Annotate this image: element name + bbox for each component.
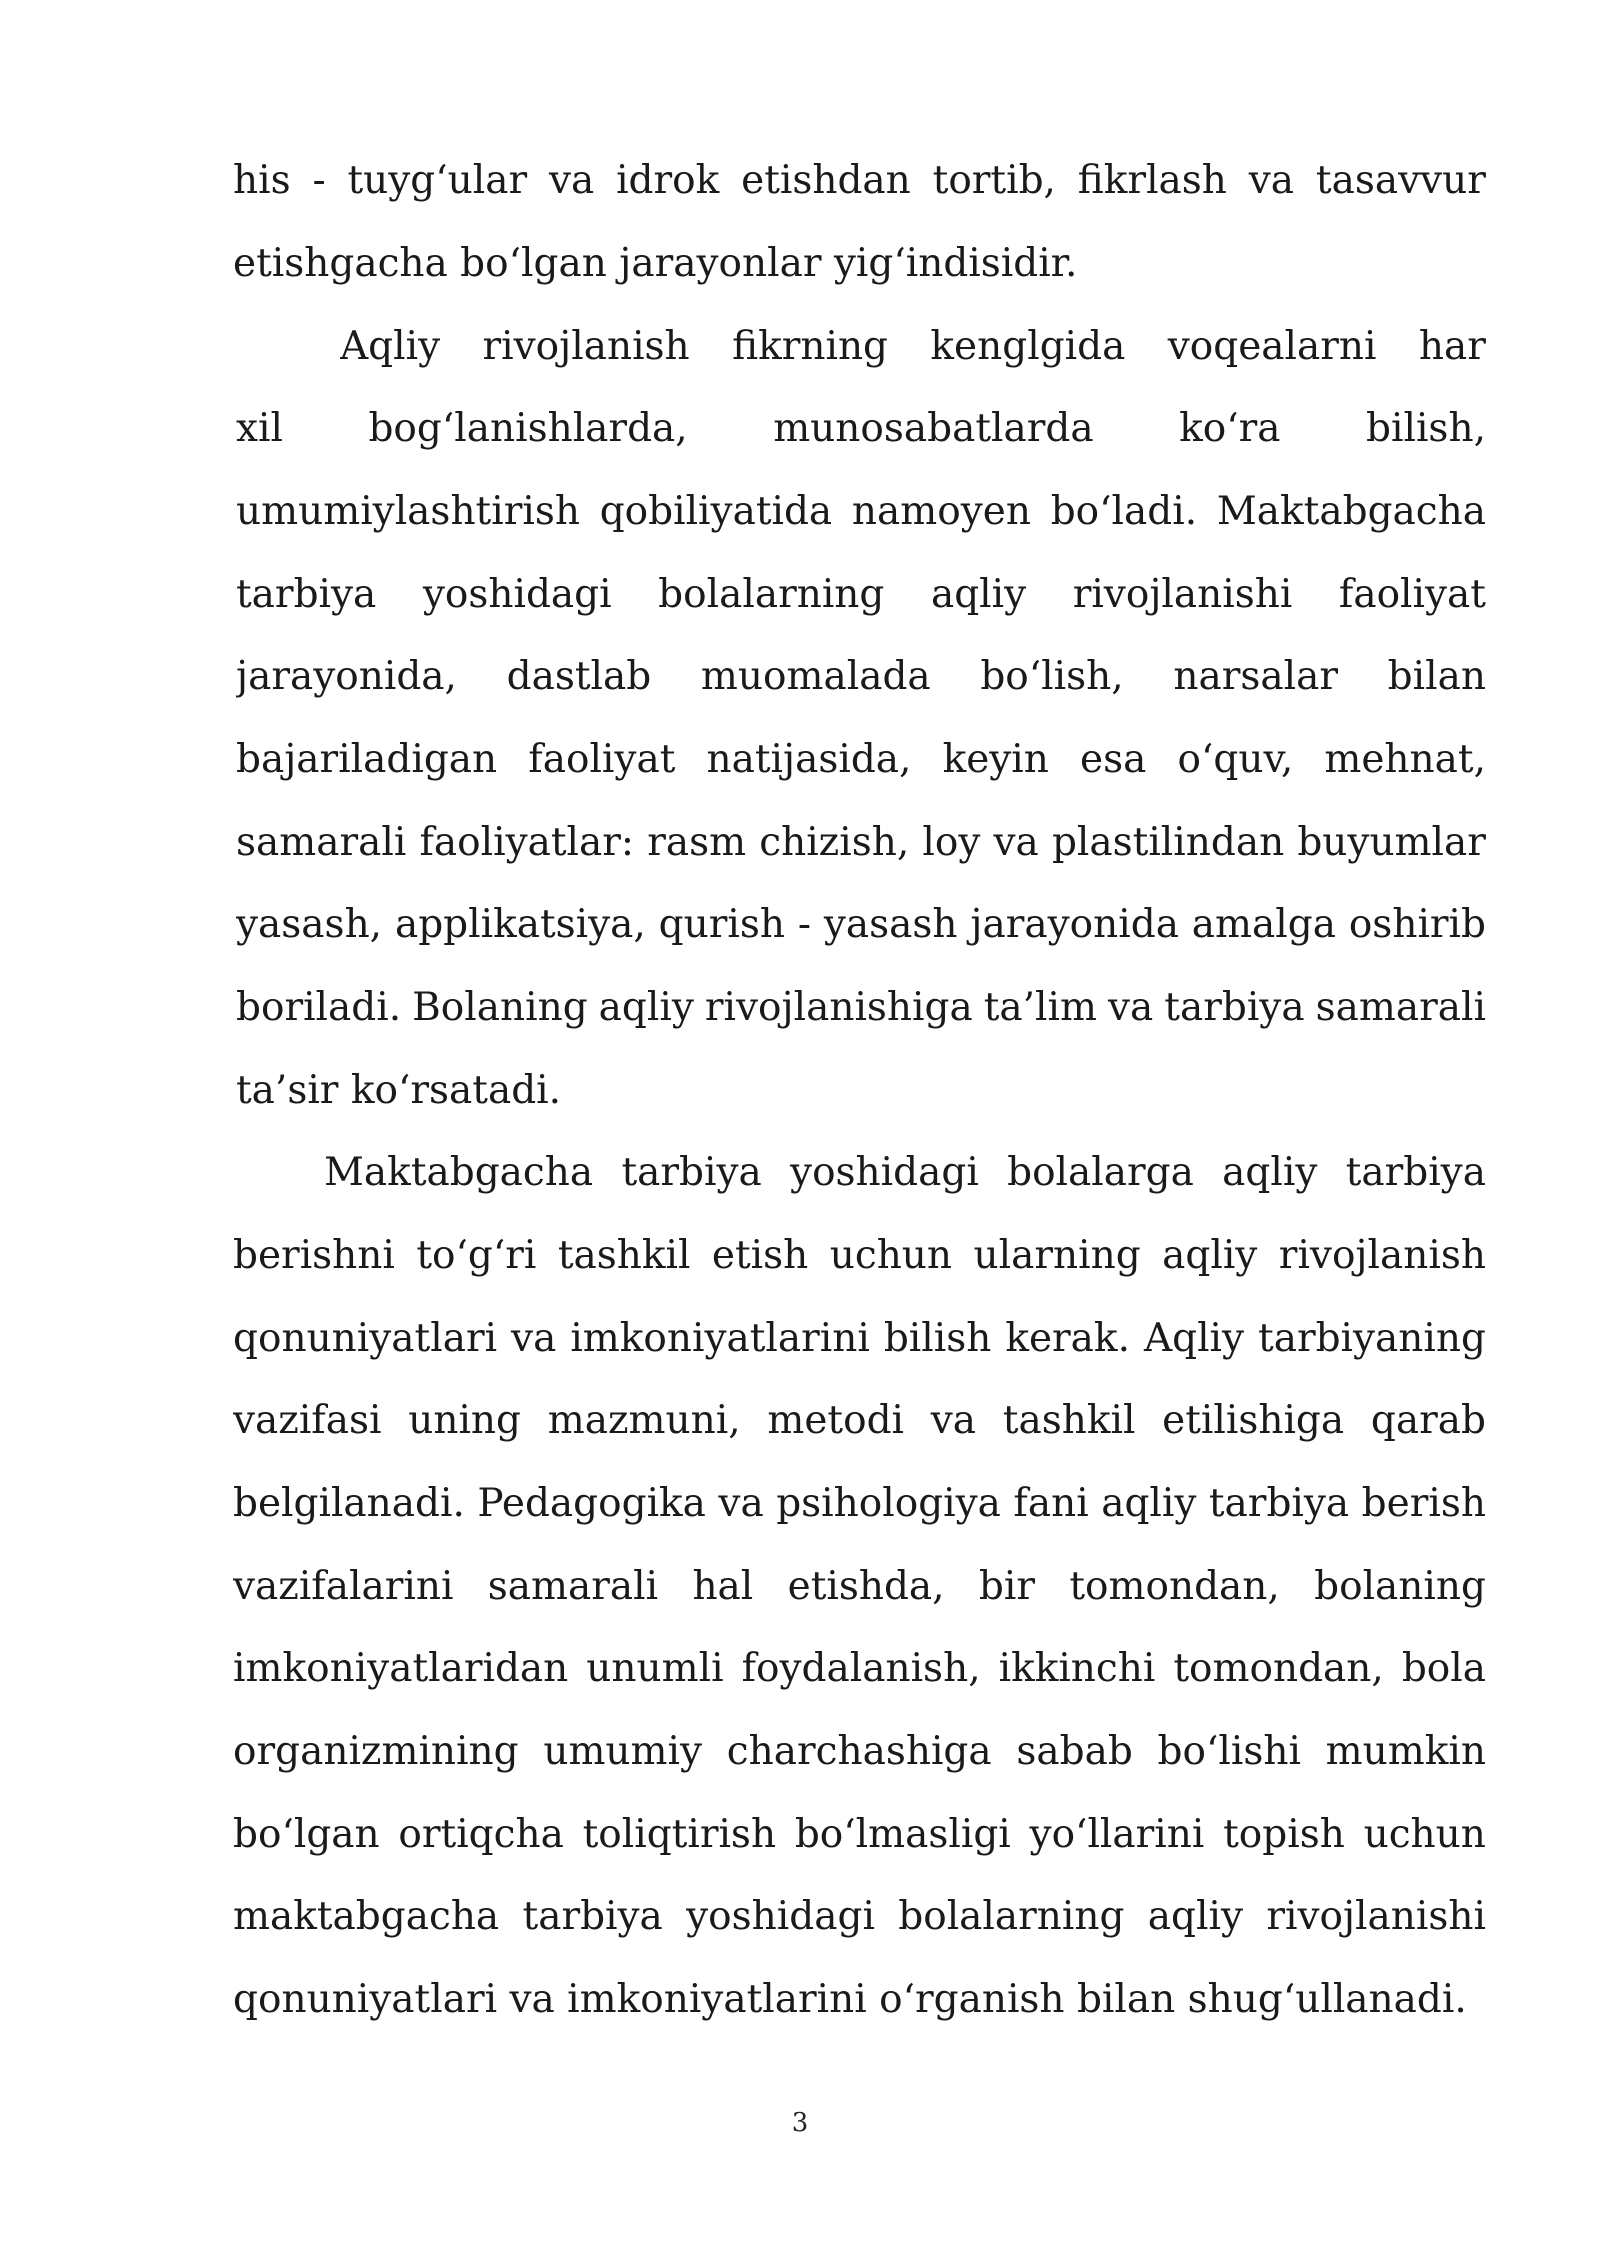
paragraph-2-line-4: tarbiya yoshidagi bolalarning aqliy rivojlanishi faoliyat [236,572,1486,617]
paragraph-3-line-10: maktabgacha tarbiya yoshidagi bolalarning aqliy rivojlanishi [233,1894,1486,1939]
paragraph-2-line-8: yasash, applikatsiya, qurish - yasash jarayonida amalga oshirib [236,902,1486,947]
paragraph-3-line-4: vazifasi uning mazmuni, metodi va tashkil etilishiga qarab [233,1398,1486,1443]
paragraph-3-line-8: organizmining umumiy charchashiga sabab bo‘lishi mumkin [233,1729,1486,1774]
paragraph-2-line-9: boriladi. Bolaning aqliy rivojlanishiga ta’lim va tarbiya samarali [236,985,1486,1030]
paragraph-1-line-2: etishgacha bo‘lgan jarayonlar yig‘indisidir. [233,241,1078,286]
paragraph-1-line-1: his - tuyg‘ular va idrok etishdan tortib, fikrlash va tasavvur [233,158,1486,203]
paragraph-3-line-5: belgilanadi. Pedagogika va psihologiya fani aqliy tarbiya berish [233,1481,1486,1526]
paragraph-2-line-10: ta’sir ko‘rsatadi. [236,1068,562,1113]
page-number: 3 [791,2108,809,2138]
paragraph-3-line-11: qonuniyatlari va imkoniyatlarini o‘rganish bilan shug‘ullanadi. [233,1977,1467,2022]
paragraph-3-line-2: berishni to‘g‘ri tashkil etish uchun ularning aqliy rivojlanish [233,1233,1486,1278]
paragraph-3-line-3: qonuniyatlari va imkoniyatlarini bilish kerak. Aqliy tarbiyaning [233,1316,1486,1361]
paragraph-3-line-1: Maktabgacha tarbiya yoshidagi bolalarga aqliy tarbiya [324,1150,1486,1195]
paragraph-2-line-5: jarayonida, dastlab muomalada bo‘lish, narsalar bilan [236,654,1486,699]
paragraph-3-line-7: imkoniyatlaridan unumli foydalanish, ikkinchi tomondan, bola [233,1646,1486,1691]
paragraph-2-line-7: samarali faoliyatlar: rasm chizish, loy va plastilindan buyumlar [236,820,1486,865]
paragraph-3-line-6: vazifalarini samarali hal etishda, bir tomondan, bolaning [233,1564,1486,1609]
paragraph-2-line-3: umumiylashtirish qobiliyatida namoyen bo‘ladi. Maktabgacha [236,489,1486,534]
paragraph-2-line-2: xil bog‘lanishlarda, munosabatlarda ko‘ra bilish, [236,406,1486,451]
paragraph-3-line-9: bo‘lgan ortiqcha toliqtirish bo‘lmasligi yo‘llarini topish uchun [233,1812,1486,1857]
paragraph-2-line-1: Aqliy rivojlanish fikrning kenglgida voqealarni har [340,324,1486,369]
paragraph-2-line-6: bajariladigan faoliyat natijasida, keyin esa o‘quv, mehnat, [236,737,1486,782]
